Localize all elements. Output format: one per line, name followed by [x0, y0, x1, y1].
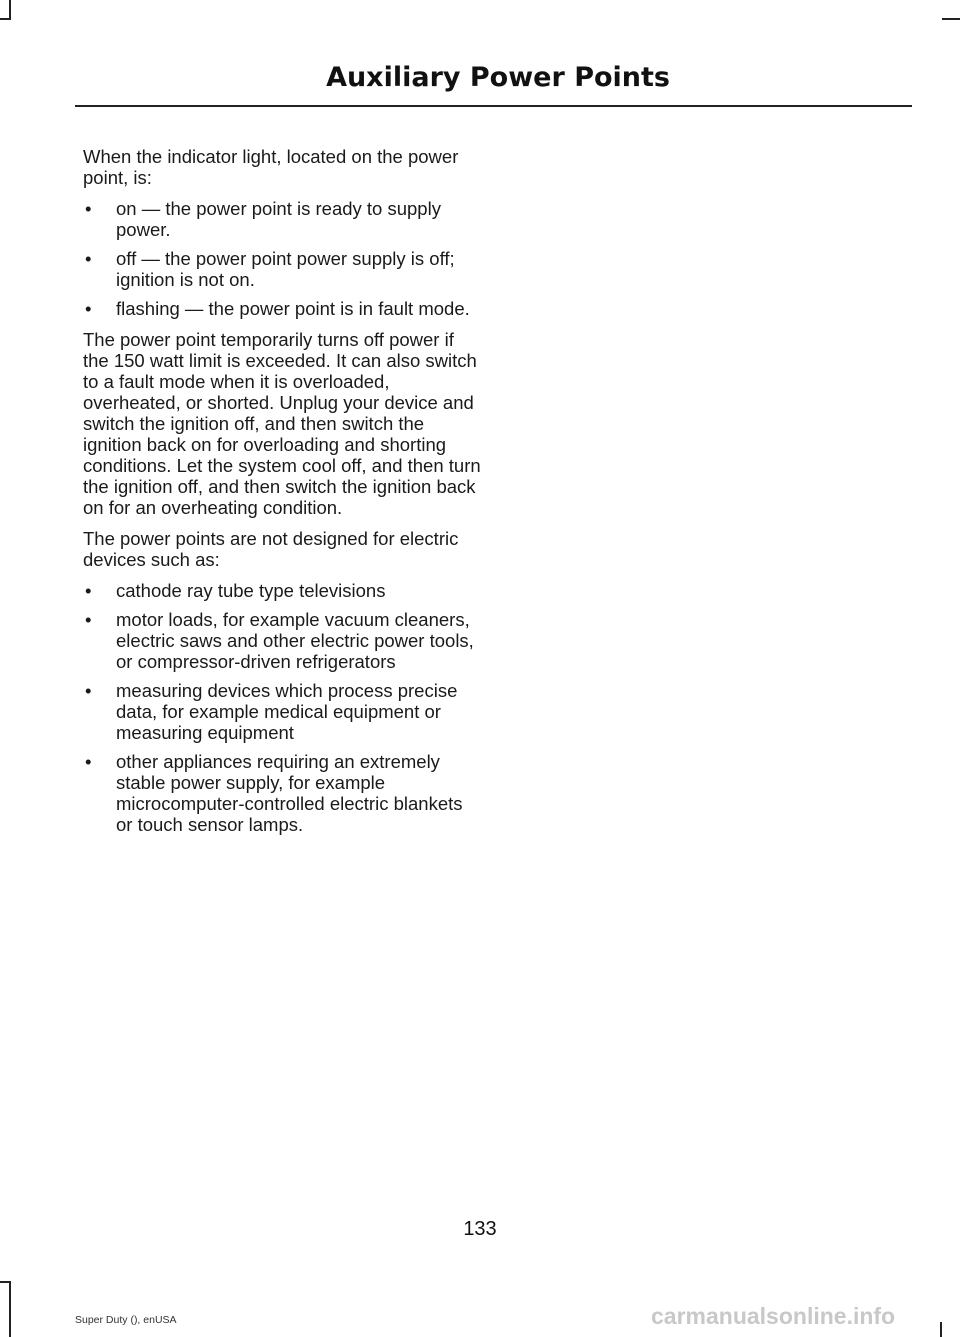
list-item	[83, 680, 481, 743]
crop-mark-top-left-vertical	[9, 0, 11, 19]
crop-mark-bottom-right-vertical	[940, 1322, 942, 1337]
page-number: 133	[463, 1218, 497, 1240]
list-item	[83, 751, 481, 835]
list-item	[83, 580, 481, 601]
list-item	[83, 198, 481, 240]
list-item-text: other appliances requiring an extremely stable power supply, for example microcomputer-controlled electric blankets or touch sensor lamps.	[116, 751, 463, 835]
list-item-text: off — the power point power supply is off; ignition is not on.	[116, 248, 455, 290]
edition-label: Super Duty (), enUSA	[75, 1314, 177, 1326]
list-item-text: cathode ray tube type televisions	[116, 580, 386, 601]
bullet-icon: •	[85, 580, 92, 601]
devices-list	[83, 580, 481, 835]
list-item-text: motor loads, for example vacuum cleaners, electric saws and other electric power tools, or compressor-driven refrigerators	[116, 609, 474, 672]
crop-mark-top-right-horizontal	[942, 18, 960, 20]
bullet-icon: •	[85, 680, 92, 701]
bullet-icon: •	[85, 751, 92, 772]
crop-mark-top-left-horizontal	[0, 18, 11, 20]
bullet-icon: •	[85, 248, 92, 269]
crop-mark-bottom-left-vertical	[9, 1282, 11, 1337]
list-item-text: on — the power point is ready to supply power.	[116, 198, 441, 240]
list-item-text: measuring devices which process precise data, for example medical equipment or measuring equipment	[116, 680, 458, 743]
main-content	[83, 146, 481, 845]
crop-mark-bottom-left-horizontal	[0, 1281, 11, 1283]
overload-paragraph: The power point temporarily turns off power if the 150 watt limit is exceeded. It can also switch to a fault mode when it is overloaded, overheated, or shorted. Unplug your device and switch the ignition off, and then switch the ignition back on for overloading and shorting conditions. Let the system cool off, and then turn the ignition off, and then switch the ignition back on for an overheating condition.	[83, 329, 481, 518]
header-divider	[75, 105, 912, 107]
bullet-icon: •	[85, 609, 92, 630]
indicator-states-list	[83, 198, 481, 319]
bullet-icon: •	[85, 198, 92, 219]
bullet-icon: •	[85, 298, 92, 319]
list-item-text: flashing — the power point is in fault mode.	[116, 298, 470, 319]
list-item	[83, 248, 481, 290]
devices-intro-paragraph: The power points are not designed for electric devices such as:	[83, 528, 459, 570]
list-item	[83, 298, 481, 319]
intro-paragraph: When the indicator light, located on the power point, is:	[83, 146, 459, 188]
list-item	[83, 609, 481, 672]
page-title: Auxiliary Power Points	[326, 62, 670, 93]
watermark: carmanualsonline.info	[651, 1303, 896, 1329]
